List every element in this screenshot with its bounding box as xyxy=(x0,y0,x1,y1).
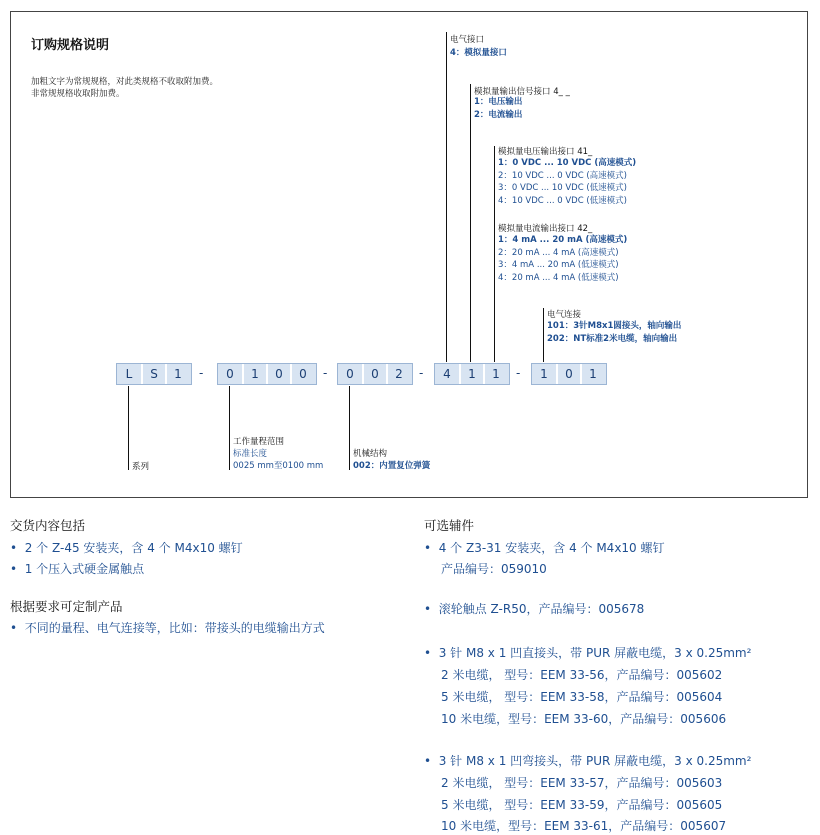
code-char: 0 xyxy=(266,364,290,384)
line-voltage-current xyxy=(494,146,495,362)
code-char: 1 xyxy=(580,364,604,384)
delivery-item-2: • 1 个压入式硬金属触点 xyxy=(10,562,145,576)
code-char: 0 xyxy=(362,364,386,384)
accessory-a: • 4 个 Z3-31 安装夹，含 4 个 M4x10 螺钉 xyxy=(424,541,665,555)
accessory-b-text: 滚轮触点 Z-R50，产品编号：005678 xyxy=(438,602,645,616)
signal-option-1: 1：电压输出 xyxy=(474,97,523,107)
delivery-item-1-text: 2 个 Z-45 安装夹，含 4 个 M4x10 螺钉 xyxy=(24,541,243,555)
voltage-option-2: 2：10 VDC ... 0 VDC (高速模式) xyxy=(498,171,627,181)
code-dash: - xyxy=(516,366,521,380)
accessory-a-text: 4 个 Z3-31 安装夹，含 4 个 M4x10 螺钉 xyxy=(438,541,665,555)
line-range xyxy=(229,386,230,470)
code-dash: - xyxy=(323,366,328,380)
line-mech xyxy=(349,386,350,470)
custom-item-1: • 不同的量程、电气连接等，比如：带接头的电缆输出方式 xyxy=(10,621,325,635)
voltage-option-1: 1：0 VDC ... 10 VDC (高速模式) xyxy=(498,158,637,168)
accessory-d-sub-2: 5 米电缆， 型号：EEM 33-59，产品编号：005605 xyxy=(441,798,723,812)
line-connection xyxy=(543,308,544,362)
mech-label: 机械结构 xyxy=(353,449,388,459)
delivery-item-2-text: 1 个压入式硬金属触点 xyxy=(24,562,145,576)
code-segment-connection xyxy=(531,363,607,385)
accessory-c-sub-1: 2 米电缆， 型号：EEM 33-56，产品编号：005602 xyxy=(441,668,723,682)
code-char: 2 xyxy=(386,364,410,384)
code-char: 1 xyxy=(242,364,266,384)
code-char: 0 xyxy=(346,367,354,381)
range-label: 工作量程范围 xyxy=(233,437,285,447)
code-segment-interface xyxy=(434,363,510,385)
ordering-title: 订购规格说明 xyxy=(31,38,110,53)
custom-item-1-text: 不同的量程、电气连接等，比如：带接头的电缆输出方式 xyxy=(24,621,325,635)
code-char: 0 xyxy=(290,364,314,384)
accessories-title: 可选辅件 xyxy=(424,518,475,533)
accessory-c: • 3 针 M8 x 1 凹直接头，带 PUR 屏蔽电缆，3 x 0.25mm² xyxy=(424,646,752,660)
delivery-item-1: • 2 个 Z-45 安装夹，含 4 个 M4x10 螺钉 xyxy=(10,541,243,555)
code-char: S xyxy=(141,364,165,384)
accessory-c-text: 3 针 M8 x 1 凹直接头，带 PUR 屏蔽电缆，3 x 0.25mm² xyxy=(438,646,752,660)
accessory-d-text: 3 针 M8 x 1 凹弯接头，带 PUR 屏蔽电缆，3 x 0.25mm² xyxy=(438,754,752,768)
accessory-d-sub-1: 2 米电缆， 型号：EEM 33-57，产品编号：005603 xyxy=(441,776,723,790)
accessory-b: • 滚轮触点 Z-R50，产品编号：005678 xyxy=(424,602,645,616)
custom-title: 根据要求可定制产品 xyxy=(10,599,123,614)
connection-option-2: 202：NT标准2米电缆，轴向输出 xyxy=(547,334,678,344)
voltage-label: 模拟量电压输出接口 41_ xyxy=(498,147,593,157)
accessory-c-sub-2: 5 米电缆， 型号：EEM 33-58，产品编号：005604 xyxy=(441,690,723,704)
code-char: 0 xyxy=(556,364,580,384)
accessory-d-sub-3: 10 米电缆，型号：EEM 33-61，产品编号：005607 xyxy=(441,819,727,833)
delivery-title: 交货内容包括 xyxy=(10,518,86,533)
electrical-interface-value: 4：模拟量接口 xyxy=(450,48,507,58)
series-label: 系列 xyxy=(132,462,150,472)
current-label: 模拟量电流输出接口 42_ xyxy=(498,224,593,234)
code-segment-series xyxy=(116,363,192,385)
code-char: L xyxy=(125,367,133,381)
line-series xyxy=(128,386,129,470)
electrical-interface-label: 电气接口 xyxy=(450,35,485,45)
code-dash: - xyxy=(419,366,424,380)
mech-value: 002：内置复位弹簧 xyxy=(353,461,431,471)
line-signal xyxy=(470,84,471,362)
line-electrical-interface xyxy=(446,32,447,362)
range-sub: 标准长度 xyxy=(233,449,268,459)
code-segment-range xyxy=(217,363,317,385)
signal-option-2: 2：电流输出 xyxy=(474,110,523,120)
code-char: 1 xyxy=(459,364,483,384)
voltage-option-4: 4：10 VDC ... 0 VDC (低速模式) xyxy=(498,196,627,206)
code-segment-mech xyxy=(337,363,413,385)
accessory-d: • 3 针 M8 x 1 凹弯接头，带 PUR 屏蔽电缆，3 x 0.25mm² xyxy=(424,754,752,768)
current-option-4: 4：20 mA ... 4 mA (低速模式) xyxy=(498,273,619,283)
voltage-option-3: 3：0 VDC ... 10 VDC (低速模式) xyxy=(498,183,627,193)
code-char: 0 xyxy=(226,367,234,381)
note-line-2: 非常规规格收取附加费。 xyxy=(31,89,125,99)
code-char: 4 xyxy=(443,367,451,381)
current-option-2: 2：20 mA ... 4 mA (高速模式) xyxy=(498,248,619,258)
connection-label: 电气连接 xyxy=(547,310,582,320)
connection-option-1: 101：3针M8x1圆接头，轴向输出 xyxy=(547,321,682,331)
range-value: 0025 mm至0100 mm xyxy=(233,461,324,471)
code-char: 1 xyxy=(540,367,548,381)
code-dash: - xyxy=(199,366,204,380)
accessory-c-sub-3: 10 米电缆，型号：EEM 33-60，产品编号：005606 xyxy=(441,712,727,726)
current-option-3: 3：4 mA ... 20 mA (低速模式) xyxy=(498,260,619,270)
accessory-a-sub: 产品编号：059010 xyxy=(441,562,547,576)
code-char: 1 xyxy=(165,364,189,384)
current-option-1: 1：4 mA ... 20 mA (高速模式) xyxy=(498,235,628,245)
signal-label: 模拟量输出信号接口 4_ _ xyxy=(474,87,570,97)
note-line-1: 加粗文字为常规规格，对此类规格不收取附加费。 xyxy=(31,77,219,87)
code-char: 1 xyxy=(483,364,507,384)
